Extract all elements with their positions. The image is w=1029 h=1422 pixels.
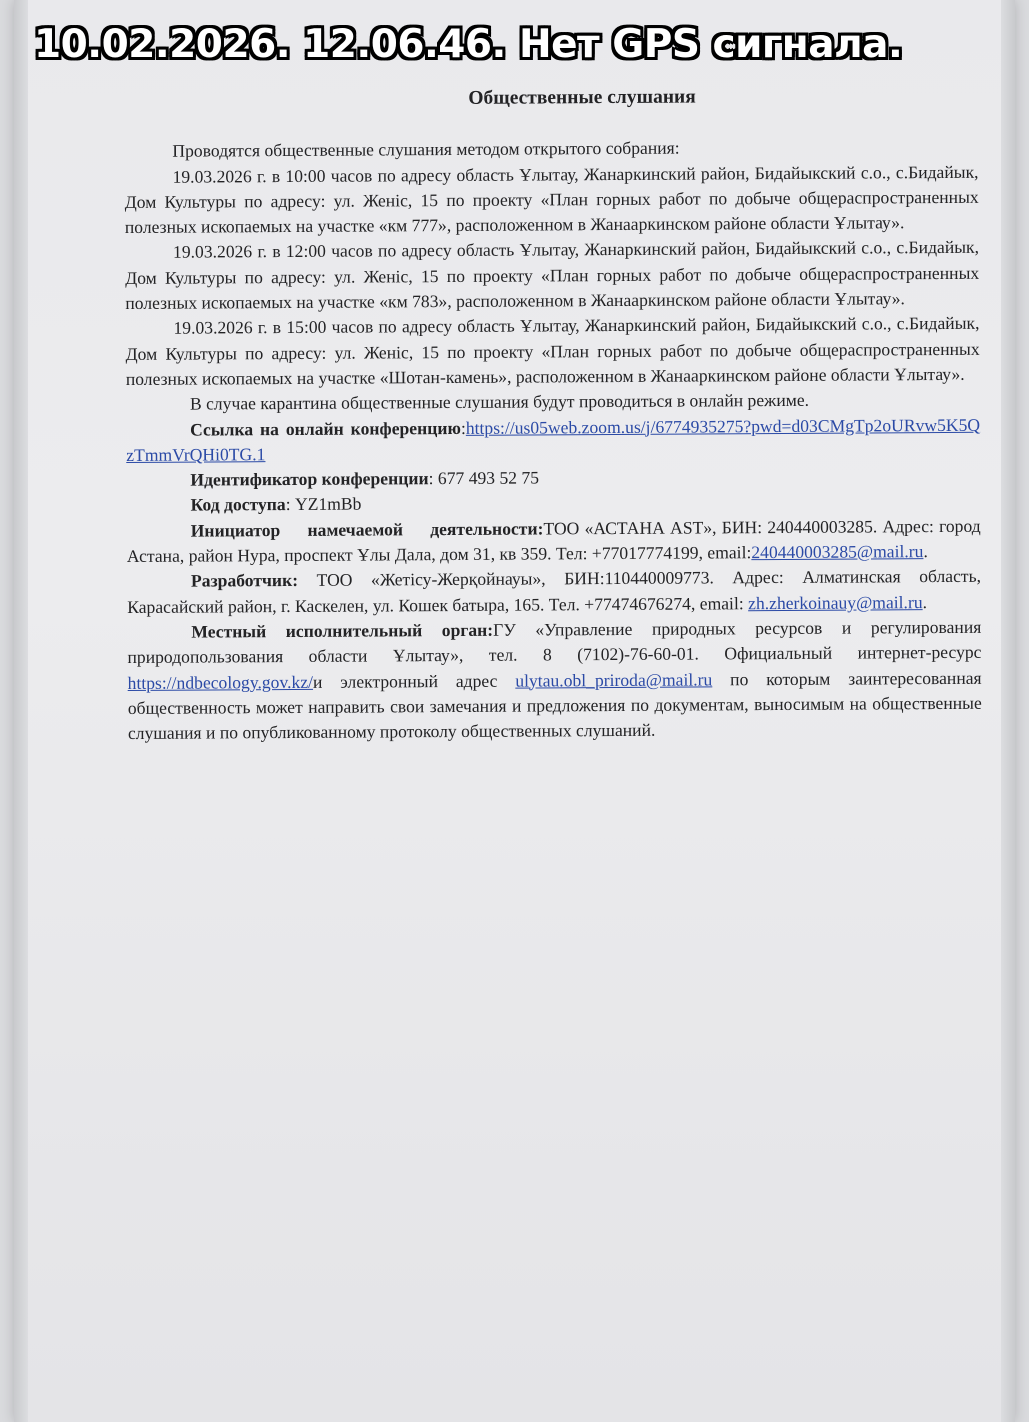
authority-website-link[interactable]: https://ndbecology.gov.kz/	[127, 671, 314, 693]
developer-text: ТОО «Жетісу-Жерқойнауы», БИН:110440009773. Адрес: Алматинская область, Карасайский район, г. Каскелен, ул. Кошек батыра, 165. Тел. +77474676274, email:	[127, 566, 982, 617]
authority-mid: и электронный адрес	[312, 670, 516, 692]
initiator-end: .	[923, 541, 928, 562]
developer-email-link[interactable]: zh.zherkoinauy@mail.ru	[748, 591, 923, 613]
initiator-paragraph	[127, 514, 981, 570]
conference-link-label: Ссылка на онлайн конференцию	[190, 417, 461, 440]
hearing-item: 19.03.2026 г. в 10:00 часов по адресу область Ұлытау, Жанаркинский район, Бидайыкский с.о., с.Бидайык, Дом Культуры по адресу: ул. Женіс, 15 по проекту «План горных работ по добыче общераспространенных полезных ископаемых на участке «км 777», расположенном в Жанааркинском районе области Ұлытау».	[124, 161, 979, 238]
paper-right-edge	[1001, 0, 1015, 1422]
conference-link-paragraph	[126, 412, 980, 468]
authority-email-link[interactable]: ulytau.obl_priroda@mail.ru	[515, 668, 713, 691]
authority-text: ГУ «Управление природных ресурсов и регулирования природопользования области Ұлытау», тел. 8 (7102)-76-60-01. Официальный интернет-ресурс	[127, 616, 982, 668]
conference-id-label: Идентификатор конференции	[190, 468, 429, 490]
intro-paragraph: Проводятся общественные слушания методом открытого собрания:	[172, 137, 680, 162]
quarantine-note: В случае карантина общественные слушания будут проводиться в онлайн режиме.	[189, 390, 810, 414]
conference-link[interactable]: https://us05web.zoom.us/j/6774935275?pwd=d03CMgTp2oURvw5K5QzTmmVrQHi0TG.1	[126, 414, 981, 465]
access-code-value: : YZ1mBb	[285, 494, 362, 515]
camera-timestamp-overlay: 10.02.2026. 12.06.46. Нет GPS сигнала.	[34, 22, 903, 67]
paper-left-edge	[14, 0, 28, 1422]
initiator-label: Инициатор намечаемой деятельности:	[190, 518, 544, 541]
initiator-text: ТОО «АСТАНА AST», БИН: 240440003285. Адрес: город Астана, район Нура, проспект Ұлы Дала, дом 31, кв 359. Тел: +77017774199, email:	[126, 515, 981, 567]
authority-paragraph	[127, 615, 982, 747]
document-title: Общественные слушания	[468, 86, 696, 109]
access-code-label: Код доступа	[190, 494, 286, 516]
hearing-item: 19.03.2026 г. в 12:00 часов по адресу область Ұлытау, Жанаркинский район, Бидайыкский с.о., с.Бидайык, Дом Культуры по адресу: ул. Женіс, 15 по проекту «План горных работ по добыче общераспространенных полезных ископаемых на участке «км 783», расположенном в Жанааркинском районе области Ұлытау».	[125, 237, 980, 314]
conference-link-separator: :	[460, 417, 466, 438]
conference-id-value: : 677 493 52 75	[428, 467, 540, 489]
notice-document	[124, 83, 982, 747]
developer-end: .	[922, 591, 928, 612]
developer-label: Разработчик:	[190, 570, 299, 591]
authority-end: по которым заинтересованная общественность может направить свои замечания и предложения по документам, выносимым на общественные слушания и по опубликованному протоколу общественных слушаний.	[127, 667, 982, 744]
authority-label: Местный исполнительный орган:	[191, 619, 494, 642]
initiator-email-link[interactable]: 240440003285@mail.ru	[751, 541, 924, 563]
developer-paragraph	[127, 564, 981, 620]
hearing-item: 19.03.2026 г. в 15:00 часов по адресу область Ұлытау, Жанаркинский район, Бидайыкский с.о., с.Бидайык, Дом Культуры по адресу: ул. Женіс, 15 по проекту «План горных работ по добыче общераспространенных полезных ископаемых на участке «Шотан-камень», расположенном в Жанааркинском районе области Ұлытау».	[125, 313, 980, 389]
